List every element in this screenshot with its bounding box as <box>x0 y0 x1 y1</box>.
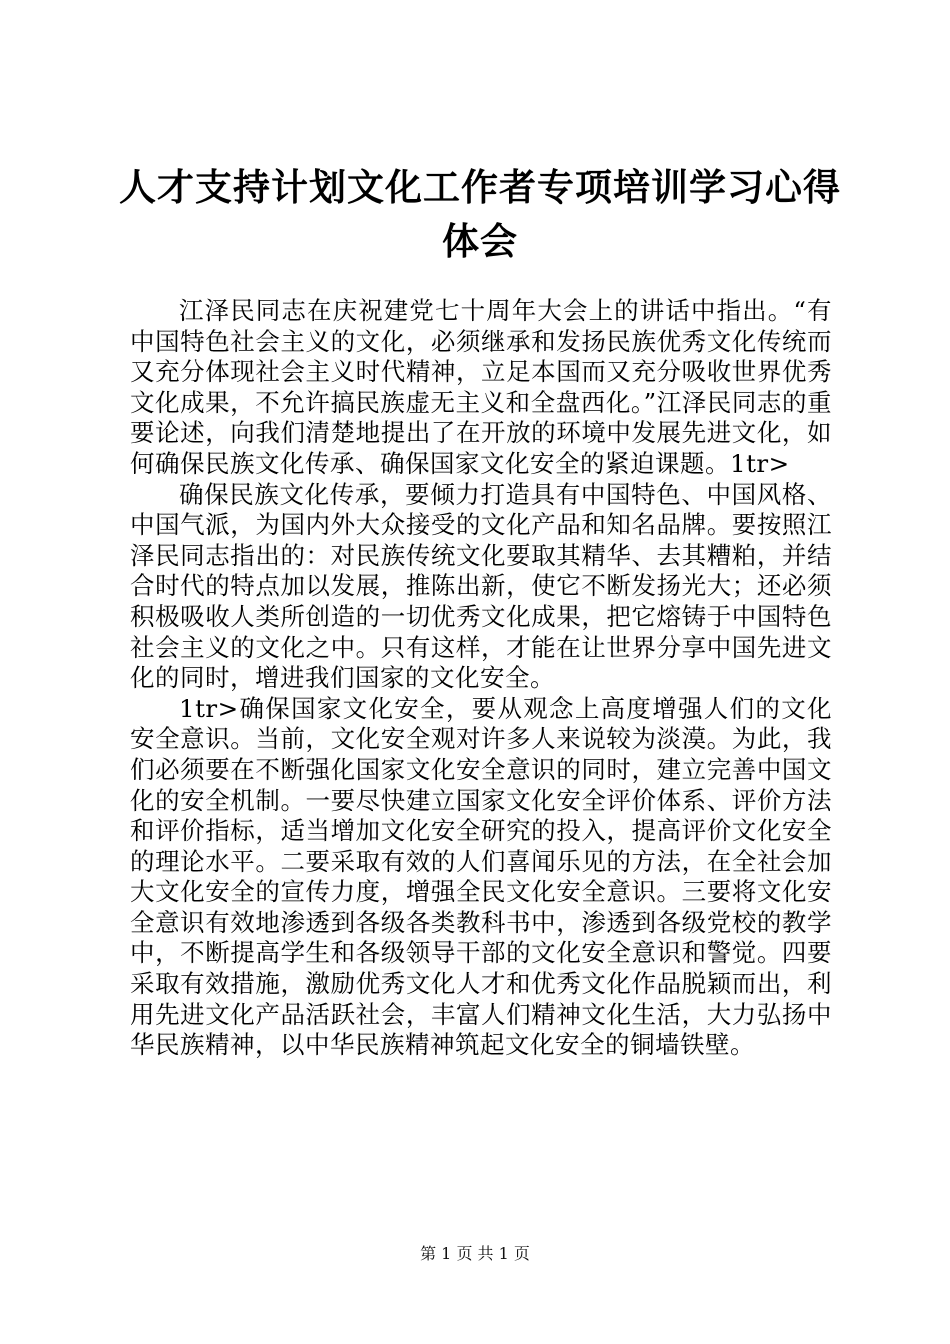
paragraph-3: 1tr>确保国家文化安全，要从观念上高度增强人们的文化安全意识。当前，文化安全观对许多人来说较为淡漠。为此，我们必须要在不断强化国家文化安全意识的同时，建立完善中国文化的安全机制。一要尽快建立国家文化安全评价体系、评价方法和评价指标，适当增加文化安全研究的投入，提高评价文化安全的理论水平。二要采取有效的人们喜闻乐见的方法，在全社会加大文化安全的宣传力度，增强全民文化安全意识。三要将文化安全意识有效地渗透到各级各类教科书中，渗透到各级党校的教学中，不断提高学生和各级领导干部的文化安全意识和警觉。四要采取有效措施，激励优秀文化人才和优秀文化作品脱颖而出，利用先进文化产品活跃社会，丰富人们精神文化生活，大力弘扬中华民族精神，以中华民族精神筑起文化安全的铜墙铁壁。 <box>130 693 832 1060</box>
paragraph-1: 江泽民同志在庆祝建党七十周年大会上的讲话中指出。“有中国特色社会主义的文化，必须继承和发扬民族优秀文化传统而又充分体现社会主义时代精神，立足本国而又充分吸收世界优秀文化成果，不允许搞民族虚无主义和全盘西化。”江泽民同志的重要论述，向我们清楚地提出了在开放的环境中发展先进文化，如何确保民族文化传承、确保国家文化安全的紧迫课题。1tr> <box>130 296 832 478</box>
paragraph-2: 确保民族文化传承，要倾力打造具有中国特色、中国风格、中国气派，为国内外大众接受的文化产品和知名品牌。要按照江泽民同志指出的：对民族传统文化要取其精华、去其糟粕，并结合时代的特点加以发展，推陈出新，使它不断发扬光大；还必须积极吸收人类所创造的一切优秀文化成果，把它熔铸于中国特色社会主义的文化之中。只有这样，才能在让世界分享中国先进文化的同时，增进我们国家的文化安全。 <box>130 479 832 693</box>
page-footer: 第 1 页 共 1 页 <box>420 1244 530 1263</box>
document-title: 人才支持计划文化工作者专项培训学习心得体会 <box>119 165 841 263</box>
document-body <box>130 296 832 1061</box>
